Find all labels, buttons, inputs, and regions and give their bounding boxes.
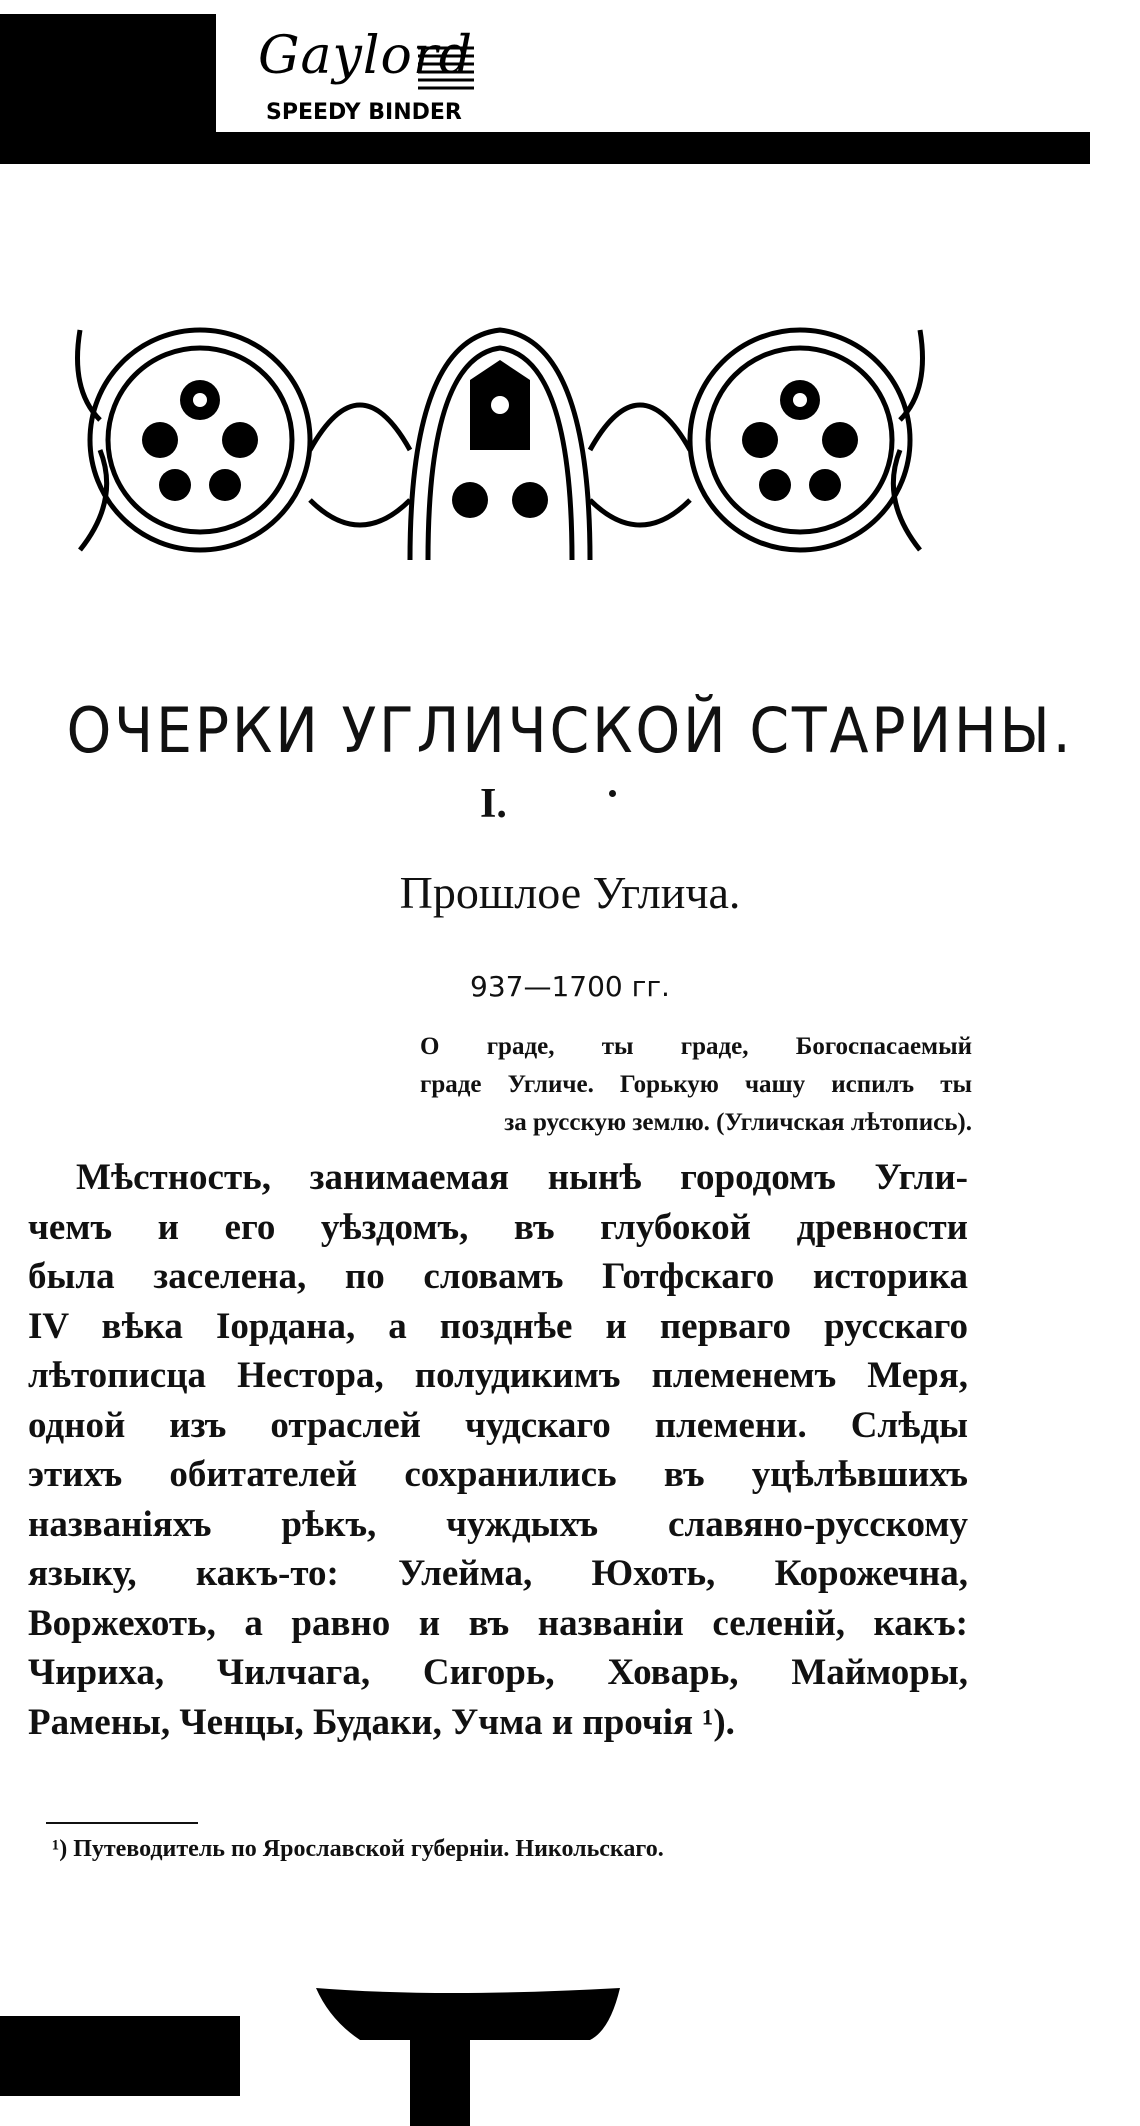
epigraph: [420, 1028, 972, 1142]
scan-border-top: [0, 14, 1090, 164]
body-paragraph: [28, 1153, 968, 1747]
body-line: чемъ и его уѣздомъ, въ глубокой древности: [28, 1206, 968, 1248]
footnote: ¹) Путеводитель по Ярославской губерніи. Никольскаго.: [52, 1836, 664, 1862]
gaylord-logo: Gaylord: [258, 26, 473, 86]
epigraph-line: О граде, ты граде, Богоспасаемый: [420, 1033, 972, 1060]
date-range: 937—1700 гг.: [470, 970, 670, 1003]
body-line: была заселена, по словамъ Готфскаго историка: [28, 1256, 968, 1297]
logo-stripes-icon: [418, 44, 474, 92]
body-line: лѣтописца Нестора, полудикимъ племенемъ Меря,: [28, 1355, 968, 1396]
scan-border-bottom: [0, 1980, 1140, 2126]
body-line: Мѣстность, занимаемая нынѣ городомъ Угли-: [76, 1157, 968, 1198]
chapter-number: I.: [480, 781, 507, 827]
chapter-subtitle: Прошлое Углича.: [399, 867, 741, 918]
stray-dot: [609, 790, 616, 797]
body-line: одной изъ отраслей чудскаго племени. Слѣды: [28, 1404, 968, 1446]
body-line: Воржехоть, а равно и въ названіи селеній, какъ:: [28, 1602, 968, 1644]
body-line: IV вѣка Іордана, а позднѣе и перваго русскаго: [28, 1305, 968, 1347]
page-title: ОЧЕРКИ УГЛИЧСКОЙ СТАРИНЫ.: [66, 694, 1074, 767]
body-line: Чириха, Чилчага, Сигорь, Ховарь, Майморы,: [28, 1652, 968, 1693]
ornamental-headpiece: [60, 300, 940, 570]
body-line: названіяхъ рѣкъ, чуждыхъ славяно-русскому: [28, 1503, 968, 1545]
footnote-divider: [46, 1822, 198, 1824]
body-line: этихъ обитателей сохранились въ уцѣлѣвшихъ: [28, 1454, 968, 1495]
body-line: Рамены, Ченцы, Будаки, Учма и прочія ¹).: [28, 1701, 735, 1743]
epigraph-line: за русскую землю. (Угличская лѣтопись).: [504, 1109, 972, 1136]
body-line: языку, какъ-то: Улейма, Юхоть, Корожечна,: [28, 1553, 968, 1594]
binder-brand-label: SPEEDY BINDER: [266, 100, 462, 125]
epigraph-line: граде Угличе. Горькую чашу испилъ ты: [420, 1071, 972, 1098]
